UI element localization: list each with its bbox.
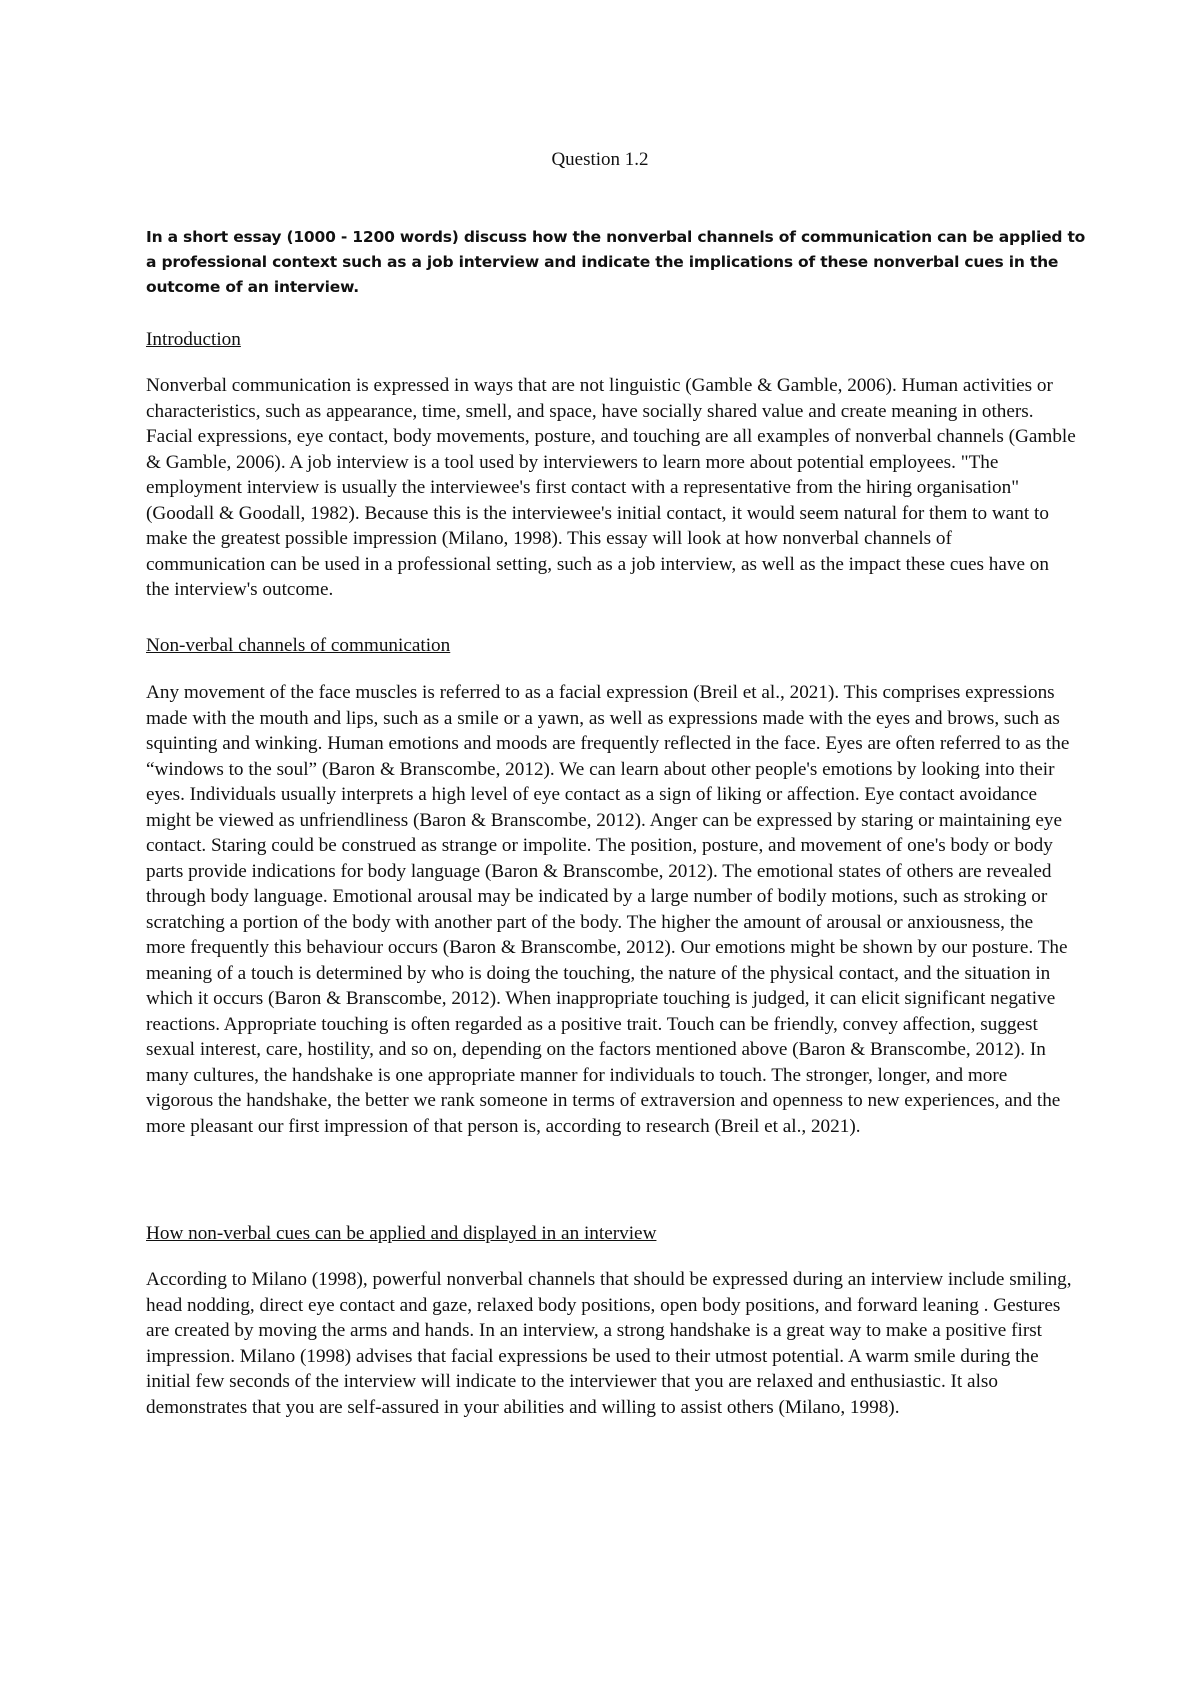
section-heading-introduction: Introduction xyxy=(146,329,241,350)
paragraph: Nonverbal communication is expressed in ways that are not linguistic (Gamble & Gamble, 2006). Human activities or characteristics, such as appearance, time, smell, and space, have socially shared value and create meaning in others. Facial expressions, eye contact, body movements, posture, and touching are all examples of nonverbal channels (Gamble & Gamble, 2006). A job interview is a tool used by interviewers to learn more about potential employees. "The employment interview is usually the interviewee's first contact with a representative from the hiring organisation" (Goodall & Goodall, 1982). Because this is the interviewee's initial contact, it would seem natural for them to want to make the greatest possible impression (Milano, 1998). This essay will look at how nonverbal channels of communication can be used in a professional setting, such as a job interview, as well as the impact these cues have on the interview's outcome. xyxy=(146,375,1076,600)
section-heading-interview-cues: How non-verbal cues can be applied and displayed in an interview xyxy=(146,1223,657,1244)
essay-question: In a short essay (1000 - 1200 words) discuss how the nonverbal channels of communication can be applied to a professional context such as a job interview and indicate the implications of these nonverbal cues in the outcome of an interview. xyxy=(146,228,1086,296)
section-body-nonverbal-channels xyxy=(146,680,1076,1139)
paragraph: According to Milano (1998), powerful nonverbal channels that should be expressed during an interview include smiling, head nodding, direct eye contact and gaze, relaxed body positions, open body positions, and forward leaning . Gestures are created by moving the arms and hands. In an interview, a strong handshake is a great way to make a positive first impression. Milano (1998) advises that facial expressions be used to their utmost potential. A warm smile during the initial few seconds of the interview will indicate to the interviewer that you are relaxed and enthusiastic. It also demonstrates that you are self-assured in your abilities and willing to assist others (Milano, 1998). xyxy=(146,1269,1072,1418)
section-body-introduction xyxy=(146,373,1076,603)
section-heading-nonverbal-channels: Non-verbal channels of communication xyxy=(146,635,451,656)
section-body-interview-cues xyxy=(146,1267,1076,1420)
paragraph: Any movement of the face muscles is referred to as a facial expression (Breil et al., 2021). This comprises expressions made with the mouth and lips, such as a smile or a yawn, as well as expressions made with the eyes and brows, such as squinting and winking. Human emotions and moods are frequently reflected in the face. Eyes are often referred to as the “windows to the soul” (Baron & Branscombe, 2012). We can learn about other people's emotions by looking into their eyes. Individuals usually interprets a high level of eye contact as a sign of liking or affection. Eye contact avoidance might be viewed as unfriendliness (Baron & Branscombe, 2012). Anger can be expressed by staring or maintaining eye contact. Staring could be construed as strange or impolite. The position, posture, and movement of one's body or body parts provide indications for body language (Baron & Branscombe, 2012). The emotional states of others are revealed through body language. Emotional arousal may be indicated by a large number of bodily motions, such as stroking or scratching a portion of the body with another part of the body. The higher the amount of arousal or anxiousness, the more frequently this behaviour occurs (Baron & Branscombe, 2012). Our emotions might be shown by our posture. The meaning of a touch is determined by who is doing the touching, the nature of the physical contact, and the situation in which it occurs (Baron & Branscombe, 2012). When inappropriate touching is judged, it can elicit significant negative reactions. Appropriate touching is often regarded as a positive trait. Touch can be friendly, convey affection, suggest sexual interest, care, hostility, and so on, depending on the factors mentioned above (Baron & Branscombe, 2012). In many cultures, the handshake is one appropriate manner for individuals to touch. The stronger, longer, and more vigorous the handshake, the better we rank someone in terms of extraversion and openness to new experiences, and the more pleasant our first impression of that person is, according to research (Breil et al., 2021). xyxy=(146,682,1070,1137)
document-title: Question 1.2 xyxy=(551,149,649,170)
